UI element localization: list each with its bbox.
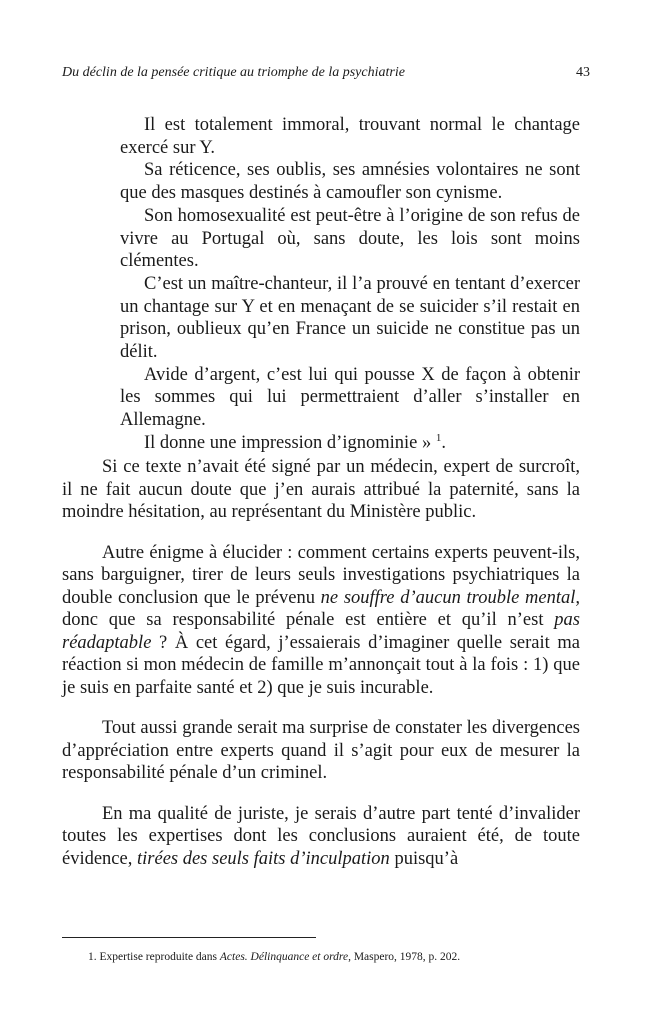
footnote-reference[interactable]: 1 (435, 431, 442, 444)
quote-paragraph-last (120, 432, 580, 455)
body-paragraph: Tout aussi grande serait ma surprise de constater les divergences d’appréciation entre experts quand il s’agit pour eux de mesurer la responsabilité pénale d’un criminel. (62, 718, 580, 783)
footnote (88, 950, 588, 964)
footnote-text: 1. Expertise reproduite dans (88, 951, 220, 963)
footnote-source-title: Actes. Délinquance et ordre (219, 951, 349, 963)
body-text-run: donc que sa responsabilité pénale est entière et qu’il n’est (62, 610, 555, 630)
quote-paragraph: C’est un maître-chanteur, il l’a prouvé en tentant d’exercer un chantage sur Y et en menaçant de se suicider s’il restait en prison, oublieux qu’en France un suicide ne constitue pas un délit. (120, 273, 580, 363)
body-text (62, 456, 580, 888)
body-text-run: puisqu’à (389, 848, 459, 869)
body-paragraph (62, 803, 580, 871)
footnote-divider (62, 937, 316, 938)
quoted-expertise-block (120, 114, 580, 455)
body-text-run: En ma qualité de juriste, je serais d’autre part tenté d’invalider toutes les expertises dont les conclusions auraient été, de toute évidence, (62, 803, 580, 869)
emphasis-text: pas réadaptable (62, 610, 580, 653)
quote-paragraph: Avide d’argent, c’est lui qui pousse X de façon à obtenir les sommes qui lui permettraient d’aller s’installer en Allemagne. (120, 364, 580, 431)
emphasis-text: ne souffre d’aucun trouble mental, (320, 587, 580, 608)
footnote-text: , Maspero, 1978, p. 202. (348, 951, 461, 963)
body-text-run: Autre énigme à élucider : comment certains experts peuvent-ils, sans barguigner, tirer de leurs seuls investigations psychiatriques la double conclusion que le prévenu (62, 542, 580, 608)
quote-paragraph: Sa réticence, ses oublis, ses amnésies volontaires ne sont que des masques destinés à camoufler son cynisme. (120, 160, 580, 204)
body-paragraph: Si ce texte n’avait été signé par un médecin, expert de surcroît, il ne fait aucun doute que j’en aurais attribué la paternité, sans la moindre hésitation, au représentant du Ministère public. (62, 457, 580, 522)
emphasis-text: tirées des seuls faits d’inculpation (137, 848, 390, 869)
body-paragraph (62, 542, 580, 700)
body-text-run: ? À cet égard, j’essaierais d’imaginer quelle serait ma réaction si mon médecin de famille m’annonçait tout à la fois : 1) que je suis en parfaite santé et 2) que je suis incurable. (62, 632, 580, 698)
quote-paragraph: Il est totalement immoral, trouvant normal le chantage exercé sur Y. (120, 115, 580, 158)
running-title: Du déclin de la pensée critique au triomphe de la psychiatrie (62, 65, 405, 80)
page-number: 43 (576, 65, 590, 80)
running-header (62, 64, 590, 82)
quote-closing-period: . (441, 432, 446, 453)
quote-closing-text: Il donne une impression d’ignominie » (144, 432, 432, 453)
quote-paragraph: Son homosexualité est peut-être à l’origine de son refus de vivre au Portugal où, sans doute, les lois sont moins clémentes. (120, 205, 580, 272)
